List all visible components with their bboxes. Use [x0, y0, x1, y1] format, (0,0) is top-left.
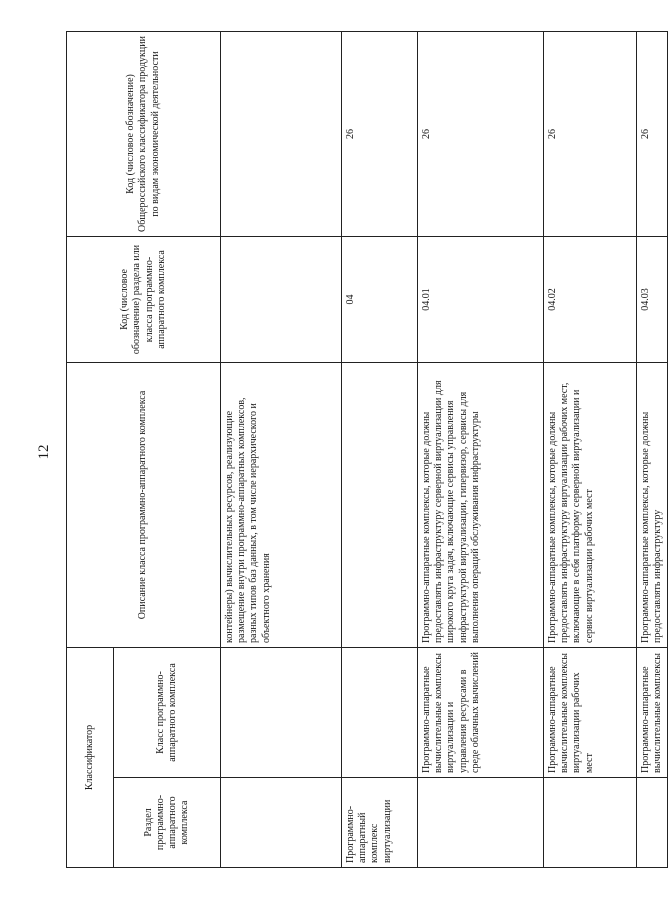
table-row [418, 31, 544, 867]
cell-class: Программно-аппаратные вычислительные комплексы виртуализации рабочих мест [544, 647, 637, 777]
cell-description: контейнеры) вычислительных ресурсов, реализующие размещение внутри программно-аппаратных комплексов, разных типов баз данных, в том числе иерархического и объектного хранения [221, 362, 342, 647]
cell-class: Программно-аппаратные вычислительные комплексы [637, 647, 668, 777]
header-okpd-code: Код (числовое обозначение) Общероссийского классификатора продукции по видам экономической деятельности [67, 31, 221, 236]
cell-description: Программно-аппаратные комплексы, которые должны предоставлять инфраструктуру [637, 362, 668, 647]
cell-section [221, 778, 342, 868]
cell-section [418, 778, 544, 868]
cell-description: Программно-аппаратные комплексы, которые должны предоставлять инфраструктуру серверной виртуализации для широкого круга задач, включающие сервисы управления инфраструктурой виртуализации, гипервизор, сервисы для выполнения операций обслуживания инфраструктуры [418, 362, 544, 647]
table-row [221, 31, 342, 867]
table-row [544, 31, 637, 867]
header-description: Описание класса программно-аппаратного комплекса [67, 362, 221, 647]
table-row [637, 31, 668, 867]
classifier-table [66, 31, 668, 868]
rotated-table-container [66, 32, 664, 868]
header-section: Раздел программно-аппаратного комплекса [114, 778, 221, 868]
header-classifier: Классификатор [67, 647, 114, 867]
cell-okpd [221, 31, 342, 236]
cell-code: 04.01 [418, 236, 544, 362]
cell-code: 04.02 [544, 236, 637, 362]
cell-section: Программно-аппаратный комплекс виртуализации [342, 778, 418, 868]
cell-okpd: 26 [544, 31, 637, 236]
header-class: Класс программно-аппаратного комплекса [114, 647, 221, 777]
cell-section [637, 778, 668, 868]
cell-class [221, 647, 342, 777]
cell-section [544, 778, 637, 868]
cell-description: Программно-аппаратные комплексы, которые должны предоставлять инфраструктуру виртуализации рабочих мест, включающие в себя платформу серверной виртуализации и сервис виртуализации рабочих мест [544, 362, 637, 647]
cell-okpd: 26 [637, 31, 668, 236]
header-section-code: Код (числовое обозначение) раздела или класса программно-аппаратного комплекса [67, 236, 221, 362]
cell-class: Программно-аппаратные вычислительные комплексы виртуализации и управления ресурсами в среде облачных вычислений [418, 647, 544, 777]
cell-description [342, 362, 418, 647]
cell-code [221, 236, 342, 362]
cell-code: 04 [342, 236, 418, 362]
classifier-table-wrapper [66, 32, 664, 868]
cell-class [342, 647, 418, 777]
cell-okpd: 26 [342, 31, 418, 236]
cell-code: 04.03 [637, 236, 668, 362]
cell-okpd: 26 [418, 31, 544, 236]
header-row-top [67, 31, 114, 867]
table-row [342, 31, 418, 867]
page-number: 12 [36, 444, 52, 460]
